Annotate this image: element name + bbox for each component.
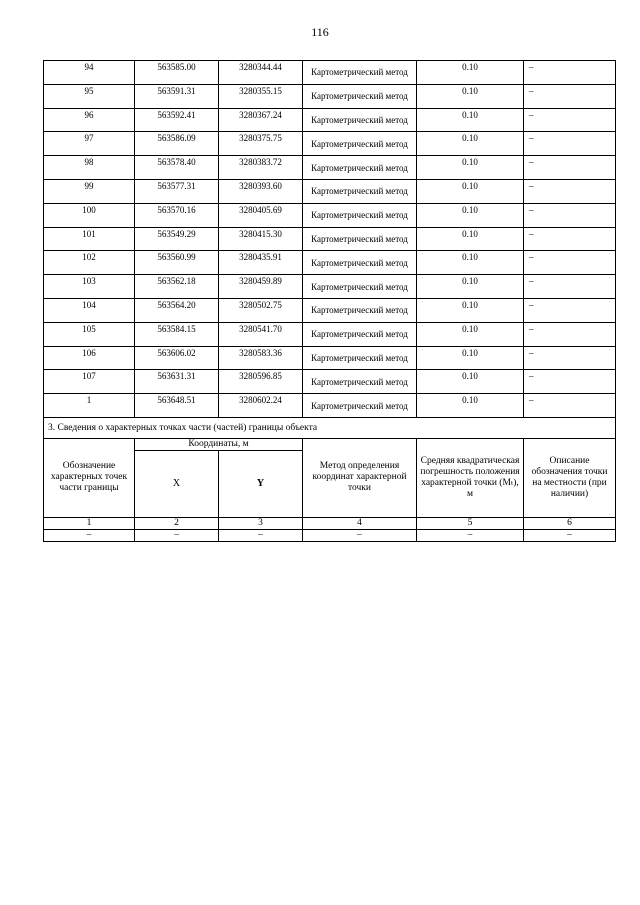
header-designation: Обозначение характерных точек части границы bbox=[44, 438, 135, 517]
coord-y-cell: 3280435.91 bbox=[219, 251, 303, 275]
coord-x-cell: 563592.41 bbox=[135, 108, 219, 132]
accuracy-cell: 0.10 bbox=[417, 322, 524, 346]
column-number: 3 bbox=[219, 517, 303, 529]
column-number: 1 bbox=[44, 517, 135, 529]
table-row bbox=[44, 156, 616, 180]
header-coordinates: Координаты, м bbox=[135, 438, 303, 450]
empty-data-row bbox=[44, 529, 616, 541]
empty-cell: – bbox=[135, 529, 219, 541]
table-row bbox=[44, 251, 616, 275]
table-row bbox=[44, 298, 616, 322]
coord-x-cell: 563591.31 bbox=[135, 84, 219, 108]
empty-cell: – bbox=[524, 529, 616, 541]
header-accuracy: Средняя квадратическая погрешность положения характерной точки (Mₜ), м bbox=[417, 438, 524, 517]
point-number-cell: 98 bbox=[44, 156, 135, 180]
method-cell: Картометрический метод bbox=[303, 394, 417, 418]
table-row bbox=[44, 61, 616, 85]
coord-y-cell: 3280415.30 bbox=[219, 227, 303, 251]
description-cell: – bbox=[524, 370, 616, 394]
method-cell: Картометрический метод bbox=[303, 298, 417, 322]
table-row bbox=[44, 132, 616, 156]
accuracy-cell: 0.10 bbox=[417, 251, 524, 275]
point-number-cell: 99 bbox=[44, 179, 135, 203]
table-row bbox=[44, 346, 616, 370]
coord-y-cell: 3280344.44 bbox=[219, 61, 303, 85]
description-cell: – bbox=[524, 61, 616, 85]
coord-y-cell: 3280383.72 bbox=[219, 156, 303, 180]
coord-x-cell: 563560.99 bbox=[135, 251, 219, 275]
coord-x-cell: 563578.40 bbox=[135, 156, 219, 180]
coord-y-cell: 3280355.15 bbox=[219, 84, 303, 108]
table-row bbox=[44, 108, 616, 132]
description-cell: – bbox=[524, 322, 616, 346]
coord-x-cell: 563584.15 bbox=[135, 322, 219, 346]
table-row bbox=[44, 227, 616, 251]
method-cell: Картометрический метод bbox=[303, 203, 417, 227]
description-cell: – bbox=[524, 108, 616, 132]
coord-y-cell: 3280375.75 bbox=[219, 132, 303, 156]
point-number-cell: 96 bbox=[44, 108, 135, 132]
accuracy-cell: 0.10 bbox=[417, 61, 524, 85]
table-row bbox=[44, 203, 616, 227]
description-cell: – bbox=[524, 84, 616, 108]
header-y: Y bbox=[219, 450, 303, 517]
accuracy-cell: 0.10 bbox=[417, 108, 524, 132]
table-row bbox=[44, 394, 616, 418]
point-number-cell: 102 bbox=[44, 251, 135, 275]
header-x: X bbox=[135, 450, 219, 517]
section3-title-row bbox=[44, 417, 616, 438]
column-number: 6 bbox=[524, 517, 616, 529]
coord-y-cell: 3280367.24 bbox=[219, 108, 303, 132]
method-cell: Картометрический метод bbox=[303, 84, 417, 108]
accuracy-cell: 0.10 bbox=[417, 203, 524, 227]
empty-cell: – bbox=[44, 529, 135, 541]
coord-y-cell: 3280502.75 bbox=[219, 298, 303, 322]
method-cell: Картометрический метод bbox=[303, 346, 417, 370]
description-cell: – bbox=[524, 251, 616, 275]
accuracy-cell: 0.10 bbox=[417, 394, 524, 418]
point-number-cell: 1 bbox=[44, 394, 135, 418]
method-cell: Картометрический метод bbox=[303, 156, 417, 180]
empty-cell: – bbox=[219, 529, 303, 541]
coord-x-cell: 563564.20 bbox=[135, 298, 219, 322]
accuracy-cell: 0.10 bbox=[417, 132, 524, 156]
point-number-cell: 100 bbox=[44, 203, 135, 227]
coord-y-cell: 3280405.69 bbox=[219, 203, 303, 227]
point-number-cell: 97 bbox=[44, 132, 135, 156]
point-number-cell: 107 bbox=[44, 370, 135, 394]
method-cell: Картометрический метод bbox=[303, 61, 417, 85]
coord-x-cell: 563648.51 bbox=[135, 394, 219, 418]
method-cell: Картометрический метод bbox=[303, 132, 417, 156]
boundary-points-table bbox=[43, 60, 616, 542]
header-description: Описание обозначения точки на местности (при наличии) bbox=[524, 438, 616, 517]
coord-x-cell: 563585.00 bbox=[135, 61, 219, 85]
section3-title: 3. Сведения о характерных точках части (частей) границы объекта bbox=[44, 417, 616, 438]
empty-cell: – bbox=[303, 529, 417, 541]
column-number: 5 bbox=[417, 517, 524, 529]
accuracy-cell: 0.10 bbox=[417, 275, 524, 299]
method-cell: Картометрический метод bbox=[303, 108, 417, 132]
coord-y-cell: 3280596.85 bbox=[219, 370, 303, 394]
table-row bbox=[44, 179, 616, 203]
point-number-cell: 105 bbox=[44, 322, 135, 346]
coord-x-cell: 563606.02 bbox=[135, 346, 219, 370]
page-number: 116 bbox=[311, 25, 329, 39]
coord-y-cell: 3280393.60 bbox=[219, 179, 303, 203]
table-row bbox=[44, 370, 616, 394]
accuracy-cell: 0.10 bbox=[417, 346, 524, 370]
description-cell: – bbox=[524, 394, 616, 418]
coord-x-cell: 563570.16 bbox=[135, 203, 219, 227]
header-method: Метод определения координат характерной точки bbox=[303, 438, 417, 517]
column-numbers-row bbox=[44, 517, 616, 529]
accuracy-cell: 0.10 bbox=[417, 156, 524, 180]
accuracy-cell: 0.10 bbox=[417, 84, 524, 108]
point-number-cell: 103 bbox=[44, 275, 135, 299]
point-number-cell: 95 bbox=[44, 84, 135, 108]
description-cell: – bbox=[524, 203, 616, 227]
method-cell: Картометрический метод bbox=[303, 275, 417, 299]
method-cell: Картометрический метод bbox=[303, 322, 417, 346]
section3-block bbox=[44, 417, 616, 541]
point-number-cell: 101 bbox=[44, 227, 135, 251]
point-number-cell: 94 bbox=[44, 61, 135, 85]
coord-y-cell: 3280459.89 bbox=[219, 275, 303, 299]
description-cell: – bbox=[524, 346, 616, 370]
point-number-cell: 104 bbox=[44, 298, 135, 322]
accuracy-cell: 0.10 bbox=[417, 227, 524, 251]
method-cell: Картометрический метод bbox=[303, 227, 417, 251]
table-row bbox=[44, 275, 616, 299]
accuracy-cell: 0.10 bbox=[417, 370, 524, 394]
method-cell: Картометрический метод bbox=[303, 370, 417, 394]
points-table-body bbox=[44, 61, 616, 418]
description-cell: – bbox=[524, 298, 616, 322]
column-number: 2 bbox=[135, 517, 219, 529]
table-row bbox=[44, 322, 616, 346]
description-cell: – bbox=[524, 156, 616, 180]
coord-x-cell: 563586.09 bbox=[135, 132, 219, 156]
description-cell: – bbox=[524, 132, 616, 156]
method-cell: Картометрический метод bbox=[303, 179, 417, 203]
empty-cell: – bbox=[417, 529, 524, 541]
accuracy-cell: 0.10 bbox=[417, 179, 524, 203]
coord-x-cell: 563549.29 bbox=[135, 227, 219, 251]
point-number-cell: 106 bbox=[44, 346, 135, 370]
column-number: 4 bbox=[303, 517, 417, 529]
coord-x-cell: 563577.31 bbox=[135, 179, 219, 203]
description-cell: – bbox=[524, 179, 616, 203]
description-cell: – bbox=[524, 275, 616, 299]
coord-y-cell: 3280541.70 bbox=[219, 322, 303, 346]
description-cell: – bbox=[524, 227, 616, 251]
coord-y-cell: 3280602.24 bbox=[219, 394, 303, 418]
coord-y-cell: 3280583.36 bbox=[219, 346, 303, 370]
accuracy-cell: 0.10 bbox=[417, 298, 524, 322]
method-cell: Картометрический метод bbox=[303, 251, 417, 275]
coord-x-cell: 563562.18 bbox=[135, 275, 219, 299]
section3-header-row bbox=[44, 438, 616, 450]
coord-x-cell: 563631.31 bbox=[135, 370, 219, 394]
table-row bbox=[44, 84, 616, 108]
